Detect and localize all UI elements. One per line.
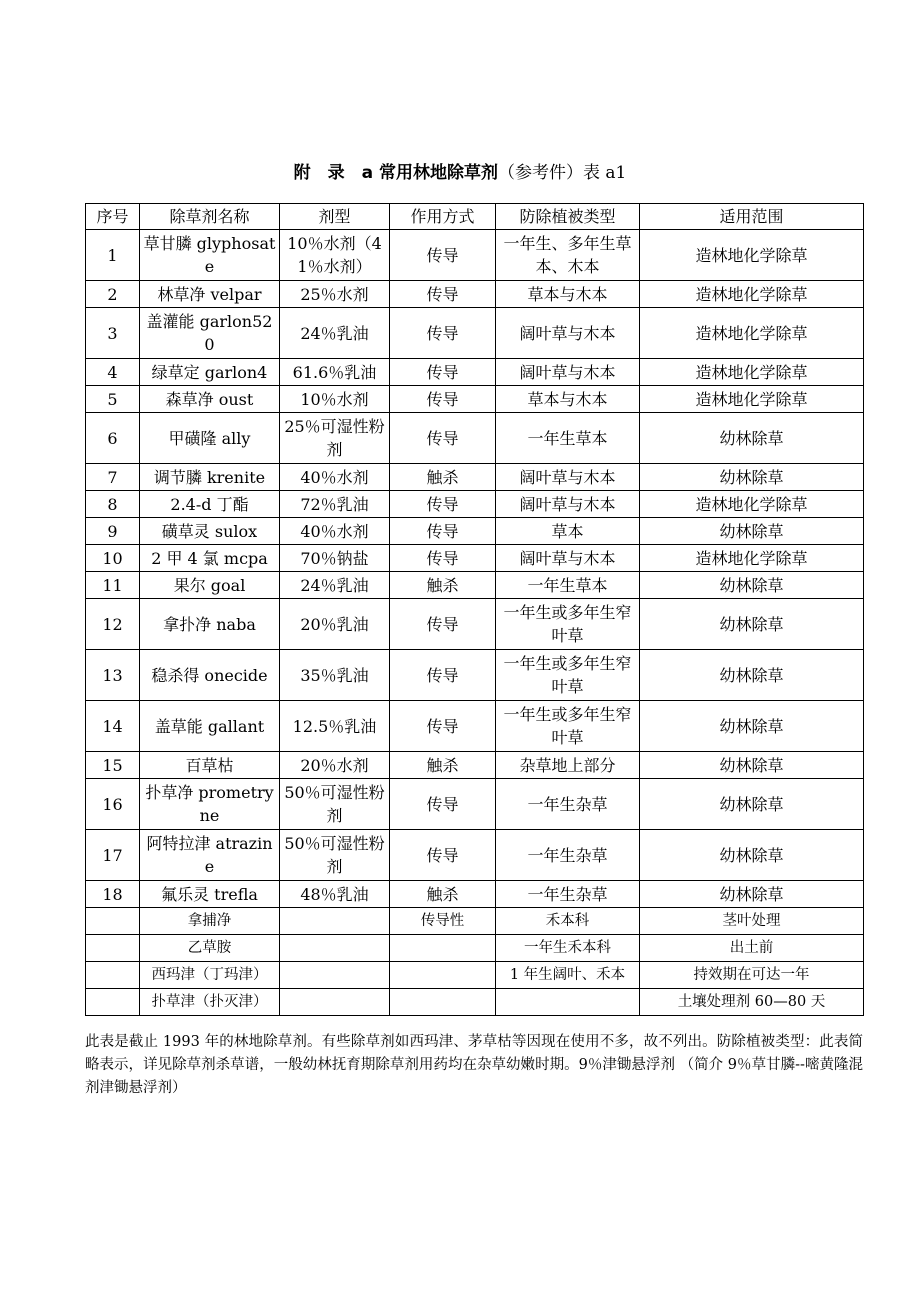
table-row	[86, 752, 864, 779]
cell-name: 盖灌能 garlon520	[140, 308, 280, 359]
cell-no	[86, 935, 140, 962]
cell-no: 17	[86, 830, 140, 881]
cell-name: 绿草定 garlon4	[140, 359, 280, 386]
table-row	[86, 386, 864, 413]
cell-scope: 造林地化学除草	[640, 308, 864, 359]
cell-mode: 传导	[390, 281, 496, 308]
cell-form: 10％水剂	[280, 386, 390, 413]
cell-target	[496, 989, 640, 1016]
header-scope: 适用范围	[640, 204, 864, 230]
cell-scope: 幼林除草	[640, 599, 864, 650]
cell-form	[280, 989, 390, 1016]
cell-form	[280, 962, 390, 989]
cell-mode: 触杀	[390, 752, 496, 779]
cell-scope: 造林地化学除草	[640, 491, 864, 518]
cell-no: 8	[86, 491, 140, 518]
cell-mode: 传导	[390, 701, 496, 752]
table-row	[86, 935, 864, 962]
cell-name: 林草净 velpar	[140, 281, 280, 308]
cell-form: 48％乳油	[280, 881, 390, 908]
table-row	[86, 650, 864, 701]
cell-scope: 造林地化学除草	[640, 359, 864, 386]
cell-scope: 幼林除草	[640, 413, 864, 464]
cell-name: 扑草津（扑灭津）	[140, 989, 280, 1016]
cell-form: 12.5％乳油	[280, 701, 390, 752]
cell-target: 阔叶草与木本	[496, 464, 640, 491]
cell-name: 果尔 goal	[140, 572, 280, 599]
table-row	[86, 599, 864, 650]
cell-form	[280, 935, 390, 962]
cell-scope: 造林地化学除草	[640, 545, 864, 572]
cell-scope: 造林地化学除草	[640, 230, 864, 281]
cell-mode: 传导	[390, 359, 496, 386]
cell-name: 拿扑净 naba	[140, 599, 280, 650]
cell-name: 调节膦 krenite	[140, 464, 280, 491]
table-row	[86, 962, 864, 989]
cell-no: 7	[86, 464, 140, 491]
cell-target: 一年生禾本科	[496, 935, 640, 962]
cell-form: 24％乳油	[280, 308, 390, 359]
title-main: 附 录 a 常用林地除草剂	[293, 163, 499, 183]
cell-form: 50％可湿性粉剂	[280, 830, 390, 881]
cell-no: 15	[86, 752, 140, 779]
title-suffix: （参考件）表 a1	[498, 163, 627, 183]
cell-name: 甲磺隆 ally	[140, 413, 280, 464]
cell-no: 6	[86, 413, 140, 464]
cell-no: 9	[86, 518, 140, 545]
cell-scope: 幼林除草	[640, 779, 864, 830]
cell-mode: 传导	[390, 545, 496, 572]
cell-name: 阿特拉津 atrazine	[140, 830, 280, 881]
cell-name: 扑草净 prometryne	[140, 779, 280, 830]
cell-scope: 土壤处理剂 60—80 天	[640, 989, 864, 1016]
cell-form: 40％水剂	[280, 464, 390, 491]
cell-no	[86, 989, 140, 1016]
cell-mode	[390, 962, 496, 989]
cell-name: 西玛津（丁玛津）	[140, 962, 280, 989]
cell-no	[86, 962, 140, 989]
table-row	[86, 908, 864, 935]
header-form: 剂型	[280, 204, 390, 230]
cell-scope: 幼林除草	[640, 752, 864, 779]
cell-mode	[390, 989, 496, 1016]
cell-form: 35％乳油	[280, 650, 390, 701]
header-mode: 作用方式	[390, 204, 496, 230]
cell-form: 70％钠盐	[280, 545, 390, 572]
cell-scope: 造林地化学除草	[640, 386, 864, 413]
cell-form: 72％乳油	[280, 491, 390, 518]
cell-form: 40％水剂	[280, 518, 390, 545]
cell-mode: 传导	[390, 779, 496, 830]
cell-target: 一年生或多年生窄叶草	[496, 650, 640, 701]
cell-target: 一年生或多年生窄叶草	[496, 701, 640, 752]
cell-name: 磺草灵 sulox	[140, 518, 280, 545]
cell-scope: 持效期在可达一年	[640, 962, 864, 989]
table-header-row	[86, 204, 864, 230]
table-row	[86, 989, 864, 1016]
table-row	[86, 464, 864, 491]
cell-no	[86, 908, 140, 935]
table-row	[86, 779, 864, 830]
cell-target: 一年生杂草	[496, 779, 640, 830]
table-row	[86, 413, 864, 464]
table-row	[86, 830, 864, 881]
cell-target: 草本与木本	[496, 386, 640, 413]
cell-form: 24％乳油	[280, 572, 390, 599]
cell-target: 草本与木本	[496, 281, 640, 308]
cell-form: 10％水剂（41％水剂）	[280, 230, 390, 281]
cell-target: 禾本科	[496, 908, 640, 935]
cell-target: 阔叶草与木本	[496, 491, 640, 518]
cell-target: 草本	[496, 518, 640, 545]
cell-target: 阔叶草与木本	[496, 545, 640, 572]
table-row	[86, 572, 864, 599]
cell-no: 12	[86, 599, 140, 650]
cell-form: 20％乳油	[280, 599, 390, 650]
cell-target: 1 年生阔叶、禾本	[496, 962, 640, 989]
cell-target: 一年生或多年生窄叶草	[496, 599, 640, 650]
herbicide-table	[85, 203, 864, 1016]
cell-name: 稳杀得 onecide	[140, 650, 280, 701]
cell-mode	[390, 935, 496, 962]
cell-form: 50％可湿性粉剂	[280, 779, 390, 830]
cell-mode: 传导	[390, 308, 496, 359]
cell-mode: 传导	[390, 650, 496, 701]
cell-scope: 出土前	[640, 935, 864, 962]
cell-form	[280, 908, 390, 935]
cell-scope: 茎叶处理	[640, 908, 864, 935]
cell-mode: 传导	[390, 413, 496, 464]
footnote: 此表是截止 1993 年的林地除草剂。有些除草剂如西玛津、茅草枯等因现在使用不多，故不列出。防除植被类型：此表简略表示，详见除草剂杀草谱，一般幼林抚育期除草剂用药均在杂草幼嫩时期。9％津锄悬浮剂 （简介 9％草甘膦--嘧黄隆混剂津锄悬浮剂）	[85, 1034, 863, 1096]
cell-name: 氟乐灵 trefla	[140, 881, 280, 908]
cell-mode: 传导	[390, 830, 496, 881]
cell-no: 18	[86, 881, 140, 908]
cell-form: 25％水剂	[280, 281, 390, 308]
table-row	[86, 230, 864, 281]
table-row	[86, 308, 864, 359]
cell-target: 一年生草本	[496, 413, 640, 464]
cell-target: 阔叶草与木本	[496, 359, 640, 386]
table-row	[86, 491, 864, 518]
cell-mode: 传导	[390, 386, 496, 413]
cell-mode: 触杀	[390, 464, 496, 491]
cell-mode: 传导	[390, 518, 496, 545]
cell-target: 阔叶草与木本	[496, 308, 640, 359]
header-name: 除草剂名称	[140, 204, 280, 230]
cell-target: 杂草地上部分	[496, 752, 640, 779]
cell-target: 一年生、多年生草本、木本	[496, 230, 640, 281]
cell-name: 盖草能 gallant	[140, 701, 280, 752]
cell-mode: 传导	[390, 491, 496, 518]
table-row	[86, 359, 864, 386]
cell-no: 16	[86, 779, 140, 830]
cell-target: 一年生杂草	[496, 830, 640, 881]
cell-form: 25％可湿性粉剂	[280, 413, 390, 464]
cell-scope: 造林地化学除草	[640, 281, 864, 308]
table-row	[86, 518, 864, 545]
cell-scope: 幼林除草	[640, 650, 864, 701]
cell-no: 1	[86, 230, 140, 281]
cell-no: 2	[86, 281, 140, 308]
cell-name: 草甘膦 glyphosate	[140, 230, 280, 281]
cell-target: 一年生草本	[496, 572, 640, 599]
cell-name: 森草净 oust	[140, 386, 280, 413]
cell-scope: 幼林除草	[640, 701, 864, 752]
cell-mode: 触杀	[390, 572, 496, 599]
cell-mode: 传导性	[390, 908, 496, 935]
page-title	[0, 158, 920, 183]
cell-no: 10	[86, 545, 140, 572]
cell-no: 3	[86, 308, 140, 359]
table-row	[86, 881, 864, 908]
cell-no: 14	[86, 701, 140, 752]
table-row	[86, 701, 864, 752]
cell-name: 2 甲 4 氯 mcpa	[140, 545, 280, 572]
cell-no: 4	[86, 359, 140, 386]
cell-name: 乙草胺	[140, 935, 280, 962]
cell-mode: 传导	[390, 599, 496, 650]
header-target: 防除植被类型	[496, 204, 640, 230]
cell-scope: 幼林除草	[640, 572, 864, 599]
cell-form: 61.6％乳油	[280, 359, 390, 386]
cell-mode: 传导	[390, 230, 496, 281]
cell-mode: 触杀	[390, 881, 496, 908]
cell-scope: 幼林除草	[640, 518, 864, 545]
header-no: 序号	[86, 204, 140, 230]
cell-scope: 幼林除草	[640, 830, 864, 881]
cell-name: 拿捕净	[140, 908, 280, 935]
cell-name: 2.4-d 丁酯	[140, 491, 280, 518]
cell-form: 20％水剂	[280, 752, 390, 779]
cell-scope: 幼林除草	[640, 464, 864, 491]
table-row	[86, 281, 864, 308]
cell-no: 13	[86, 650, 140, 701]
cell-no: 5	[86, 386, 140, 413]
cell-name: 百草枯	[140, 752, 280, 779]
table-body	[86, 230, 864, 1016]
cell-scope: 幼林除草	[640, 881, 864, 908]
table-row	[86, 545, 864, 572]
cell-target: 一年生杂草	[496, 881, 640, 908]
cell-no: 11	[86, 572, 140, 599]
